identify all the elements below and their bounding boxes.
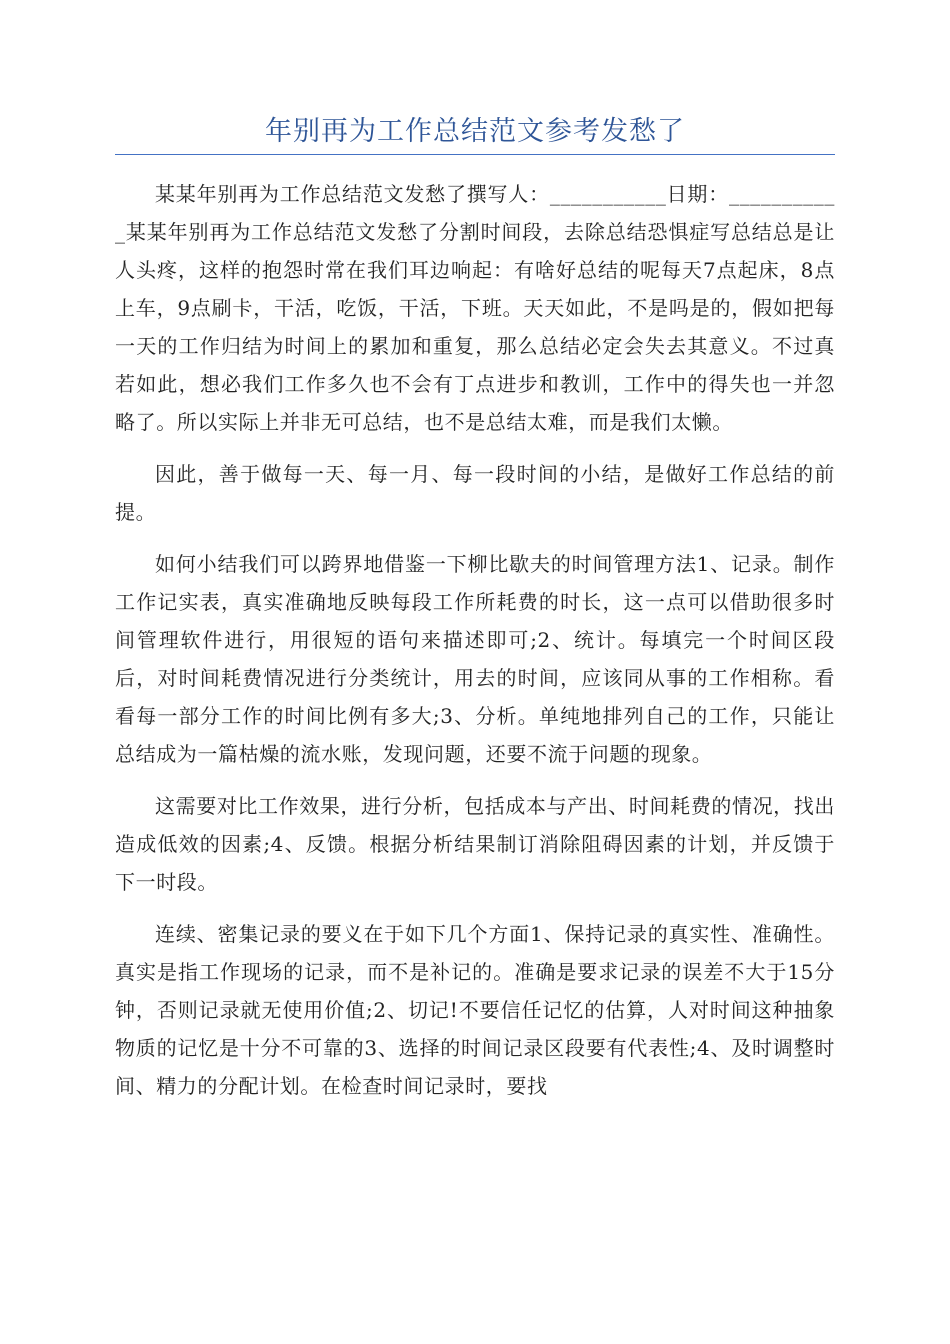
paragraph-analysis: 这需要对比工作效果，进行分析，包括成本与产出、时间耗费的情况，找出造成低效的因素;4、反馈。根据分析结果制订消除阻碍因素的计划，并反馈于下一时段。 [115,794,835,894]
paragraph-method: 如何小结我们可以跨界地借鉴一下柳比歇夫的时间管理方法1、记录。制作工作记实表，真实准确地反映每段工作所耗费的时长，这一点可以借助很多时间管理软件进行，用很短的语句来描述即可;2、统计。每填完一个时间区段后，对时间耗费情况进行分类统计，用去的时间，应该同从事的工作相称。看看每一部分工作的时间比例有多大;3、分析。单纯地排列自己的工作，只能让总结成为一篇枯燥的流水账，发现问题，还要不流于问题的现象。 [115,552,835,766]
document-body [115,175,835,1119]
paragraph-premise: 因此，善于做每一天、每一月、每一段时间的小结，是做好工作总结的前提。 [115,462,835,524]
paragraph-intro: 某某年别再为工作总结范文发愁了撰写人：___________日期：___________某某年别再为工作总结范文发愁了分割时间段，去除总结恐惧症写总结总是让人头疼，这样的抱怨时常在我们耳边响起：有啥好总结的呢每天7点起床，8点上车，9点刷卡，干活，吃饭，干活，下班。天天如此，不是吗是的，假如把每一天的工作归结为时间上的累加和重复，那么总结必定会失去其意义。不过真若如此，想必我们工作多久也不会有丁点进步和教训，工作中的得失也一并忽略了。所以实际上并非无可总结，也不是总结太难，而是我们太懒。 [115,182,835,434]
document-title: 年别再为工作总结范文参考发愁了 [265,116,685,147]
title-underline [115,154,835,155]
paragraph-recording: 连续、密集记录的要义在于如下几个方面1、保持记录的真实性、准确性。真实是指工作现场的记录，而不是补记的。准确是要求记录的误差不大于15分钟，否则记录就无使用价值;2、切记!不要信任记忆的估算，人对时间这种抽象物质的记忆是十分不可靠的3、选择的时间记录区段要有代表性;4、及时调整时间、精力的分配计划。在检查时间记录时，要找 [115,922,835,1098]
